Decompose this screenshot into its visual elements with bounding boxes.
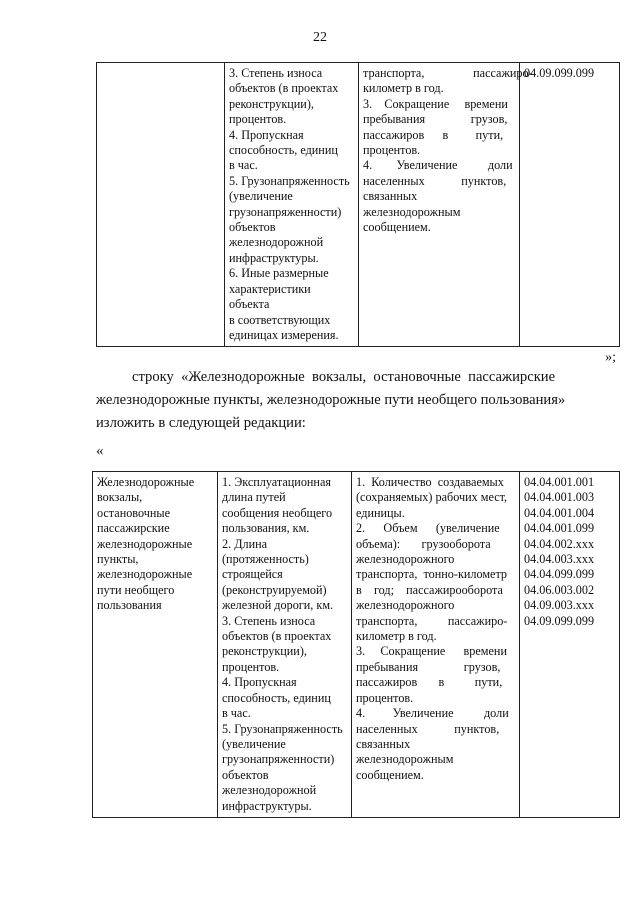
cell-text-line: в соответствующих [229, 312, 331, 327]
cell-text-line: (протяженность) [222, 552, 309, 567]
cell-text-line: 3. Степень износа [229, 66, 323, 80]
cell-text-line: пассажиров в пути, [363, 127, 504, 142]
cell-text-line: транспорта, пассажиро- [356, 613, 508, 628]
cell-text-line: населенных пунктов, [356, 721, 500, 736]
cell-text-line: объектов (в проектах [229, 81, 339, 96]
table2-cell-effects [352, 472, 520, 818]
cell-text-line: характеристики [229, 281, 311, 296]
cell-text-line: железнодорожным [363, 204, 461, 219]
cell-text-line: пребывания грузов, [363, 112, 508, 127]
table-row [97, 63, 620, 347]
cell-text-line: Железнодорожные [97, 475, 195, 489]
cell-text-line: пассажиров в пути, [356, 675, 503, 690]
cell-text-line: вокзалы, [97, 490, 143, 505]
cell-text-line: объема): грузооборота [356, 536, 491, 551]
table2-cell-object [93, 472, 218, 818]
paragraph-line: железнодорожные пункты, железнодорожные пути необщего пользования» [96, 392, 566, 408]
cell-text-line: железнодорожные [97, 567, 193, 582]
cell-text-line: 1. Количество создаваемых [356, 475, 504, 489]
cell-text-line: пути необщего [97, 582, 175, 597]
paragraph-line: изложить в следующей редакции: [96, 415, 306, 431]
cell-text-line: сообщением. [356, 767, 424, 782]
table1-cell-codes [520, 63, 620, 347]
cell-text-line: сообщением. [363, 220, 431, 235]
cell-text-line: 04.04.099.099 [524, 567, 595, 582]
cell-text-line: объекта [229, 297, 270, 312]
cell-text-line: 4. Пропускная [229, 127, 304, 142]
opening-quote: « [96, 443, 104, 459]
cell-text-line: 04.04.001.099 [524, 521, 595, 536]
cell-text-line: процентов. [356, 690, 414, 705]
cell-text-line: длина путей [222, 490, 286, 505]
cell-text-line: процентов. [222, 659, 280, 674]
page-number: 22 [313, 30, 327, 45]
cell-text-line: 5. Грузонапряженность [222, 721, 343, 736]
cell-text-line: (сохраняемых) рабочих мест, [356, 490, 508, 505]
table1-cell-effects [359, 63, 533, 347]
cell-text-line: грузонапряженности) [222, 752, 335, 767]
cell-text-line: 4. Пропускная [222, 675, 297, 690]
cell-text-line: реконструкции), [229, 96, 314, 111]
cell-text-line: пребывания грузов, [356, 659, 501, 674]
cell-text-line: железнодорожного [356, 598, 455, 613]
cell-text-line: связанных [356, 736, 411, 751]
cell-text-line: 04.09.003.xxx [524, 598, 595, 613]
cell-text-line: остановочные [97, 505, 171, 520]
cell-text-line: в час. [222, 706, 251, 721]
table1-cell-object [97, 63, 225, 347]
table-continuation [96, 62, 620, 347]
cell-text-line: инфраструктуры. [222, 798, 312, 813]
cell-text-line: способность, единиц [229, 143, 338, 158]
cell-text-line: транспорта, пассажиро- [363, 66, 533, 80]
cell-text-line: 04.04.001.004 [524, 505, 595, 520]
cell-text-line: пассажирские [97, 521, 170, 536]
cell-text-line: населенных пунктов, [363, 173, 507, 188]
cell-text-line: километр в год. [356, 629, 437, 644]
cell-text-line: 4. Увеличение доли [356, 706, 509, 721]
cell-text-line: 04.09.099.099 [524, 66, 595, 80]
cell-text-line: 2. Длина [222, 536, 268, 551]
cell-text-line: железнодорожного [356, 552, 455, 567]
cell-text-line: единицы. [356, 505, 405, 520]
table-new-edition [92, 471, 620, 818]
cell-text-line: реконструкции), [222, 644, 307, 659]
cell-text-line: 3. Сокращение времени [363, 96, 508, 111]
cell-text-line: (увеличение [222, 736, 286, 751]
cell-text-line: инфраструктуры. [229, 250, 319, 265]
cell-text-line: 04.04.002.xxx [524, 536, 595, 551]
cell-text-line: (реконструируемой) [222, 582, 327, 597]
cell-text-line: строящейся [222, 567, 283, 582]
cell-text-line: в год; пассажирооборота [356, 582, 503, 597]
cell-text-line: грузонапряженности) [229, 204, 342, 219]
cell-text-line: 5. Грузонапряженность [229, 173, 350, 188]
table-row [93, 472, 620, 818]
cell-text-line: в час. [229, 158, 258, 173]
amendment-paragraph [96, 366, 616, 435]
table2-cell-codes [520, 472, 620, 818]
cell-text-line: 04.04.003.xxx [524, 552, 595, 567]
cell-text-line: железной дороги, км. [222, 598, 334, 613]
cell-text-line: железнодорожной [222, 783, 317, 798]
cell-text-line: транспорта, тонно-километр [356, 567, 508, 582]
cell-text-line: железнодорожные [97, 536, 193, 551]
cell-text-line: объектов [229, 220, 276, 235]
cell-text-line: железнодорожным [356, 752, 454, 767]
cell-text-line: единицах измерения. [229, 327, 339, 342]
cell-text-line: 1. Эксплуатационная [222, 475, 331, 489]
cell-text-line: способность, единиц [222, 690, 331, 705]
cell-text-line: объектов [222, 767, 269, 782]
closing-quote: »; [605, 350, 616, 365]
cell-text-line: связанных [363, 189, 418, 204]
cell-text-line: 3. Сокращение времени [356, 644, 507, 659]
cell-text-line: пункты, [97, 552, 139, 567]
cell-text-line: (увеличение [229, 189, 293, 204]
cell-text-line: километр в год. [363, 81, 444, 96]
table2-cell-indicators [218, 472, 352, 818]
cell-text-line: процентов. [363, 143, 421, 158]
cell-text-line: 3. Степень износа [222, 613, 316, 628]
cell-text-line: пользования, км. [222, 521, 310, 536]
cell-text-line: 6. Иные размерные [229, 266, 329, 281]
cell-text-line: 04.04.001.003 [524, 490, 595, 505]
table1-cell-indicators [225, 63, 359, 347]
cell-text-line: 04.06.003.002 [524, 582, 595, 597]
cell-text-line: пользования [97, 598, 162, 613]
cell-text-line: 4. Увеличение доли [363, 158, 513, 173]
cell-text-line: объектов (в проектах [222, 629, 332, 644]
cell-text-line: 2. Объем (увеличение [356, 521, 500, 536]
cell-text-line: процентов. [229, 112, 287, 127]
cell-text-line: сообщения необщего [222, 505, 333, 520]
paragraph-line: строку «Железнодорожные вокзалы, остановочные пассажирские [132, 369, 556, 385]
cell-text-line: 04.09.099.099 [524, 613, 595, 628]
cell-text-line: 04.04.001.001 [524, 475, 595, 489]
cell-text-line: железнодорожной [229, 235, 324, 250]
